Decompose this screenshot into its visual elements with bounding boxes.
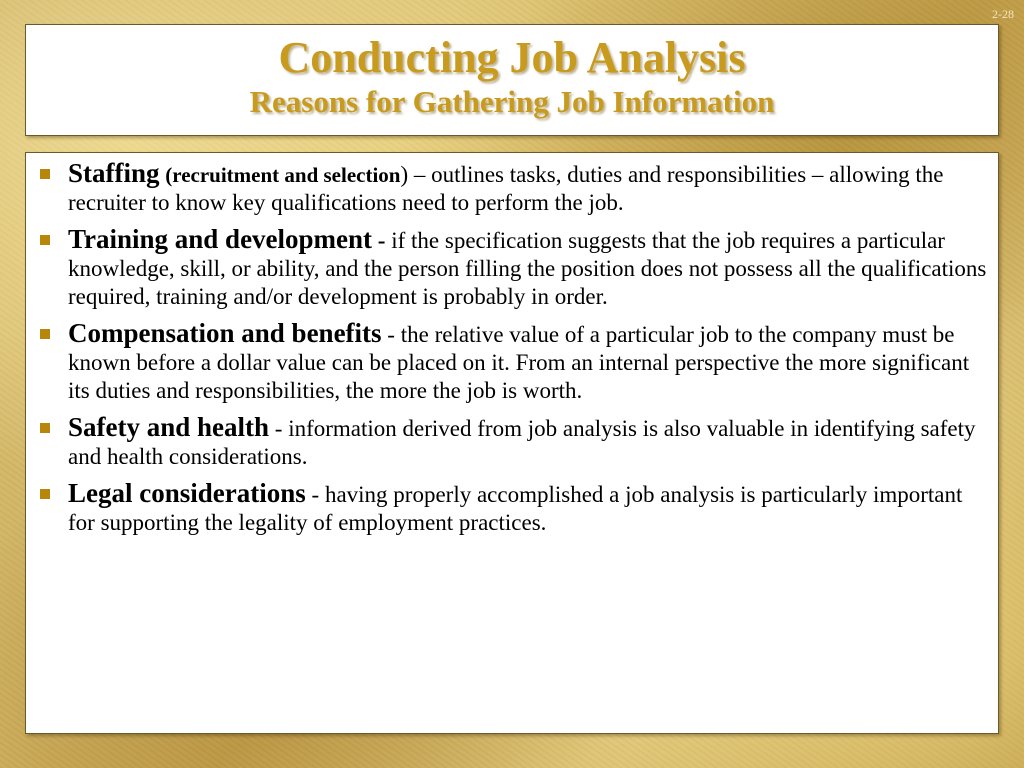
bullet-safety <box>26 413 990 471</box>
bullet-text: having properly accomplished a job analysis is particularly important for supporting the legality of employment practices. <box>68 482 963 535</box>
slide-subtitle: Reasons for Gathering Job Information <box>249 84 775 119</box>
slide-number: 2-28 <box>992 7 1014 21</box>
bullet-separator: - <box>387 322 395 347</box>
bullet-separator: ) – <box>400 162 426 187</box>
bullet-text: outlines tasks, duties and responsibilities – allowing the recruiter to know key qualifications need to perform the job. <box>68 162 944 215</box>
slide-title: Conducting Job Analysis <box>278 33 746 82</box>
bullet-text: the relative value of a particular job to the company must be known before a dollar value can be placed on it. From an internal perspective the more significant its duties and responsibilities, the more the job is worth. <box>68 322 970 403</box>
bullet-legal <box>26 479 990 537</box>
bullet-compensation <box>26 319 990 405</box>
bullet-term: Staffing <box>68 158 160 188</box>
square-bullet-icon <box>40 235 50 245</box>
bullet-term: Compensation and benefits <box>68 318 382 348</box>
title-box <box>25 24 999 136</box>
bullet-separator: - <box>274 416 283 441</box>
square-bullet-icon <box>40 489 50 499</box>
bullet-term: Safety and health <box>68 412 270 442</box>
bullet-staffing <box>26 159 990 217</box>
bullet-separator: - <box>377 228 386 253</box>
square-bullet-icon <box>40 423 50 433</box>
bullet-parenthetical: (recruitment and selection <box>165 163 401 187</box>
bullet-term: Training and development <box>68 224 373 254</box>
bullet-text: if the specification suggests that the job requires a particular knowledge, skill, or ability, and the person filling the position does not possess all the qualifications required, training and/or development is probably in order. <box>68 228 987 309</box>
bullet-training <box>26 225 990 311</box>
square-bullet-icon <box>40 329 50 339</box>
bullet-list <box>26 153 998 537</box>
bullet-term: Legal considerations <box>68 478 306 508</box>
content-box <box>25 152 999 734</box>
square-bullet-icon <box>40 169 50 179</box>
bullet-separator: - <box>311 482 320 507</box>
bullet-text: information derived from job analysis is also valuable in identifying safety and health considerations. <box>68 416 976 469</box>
